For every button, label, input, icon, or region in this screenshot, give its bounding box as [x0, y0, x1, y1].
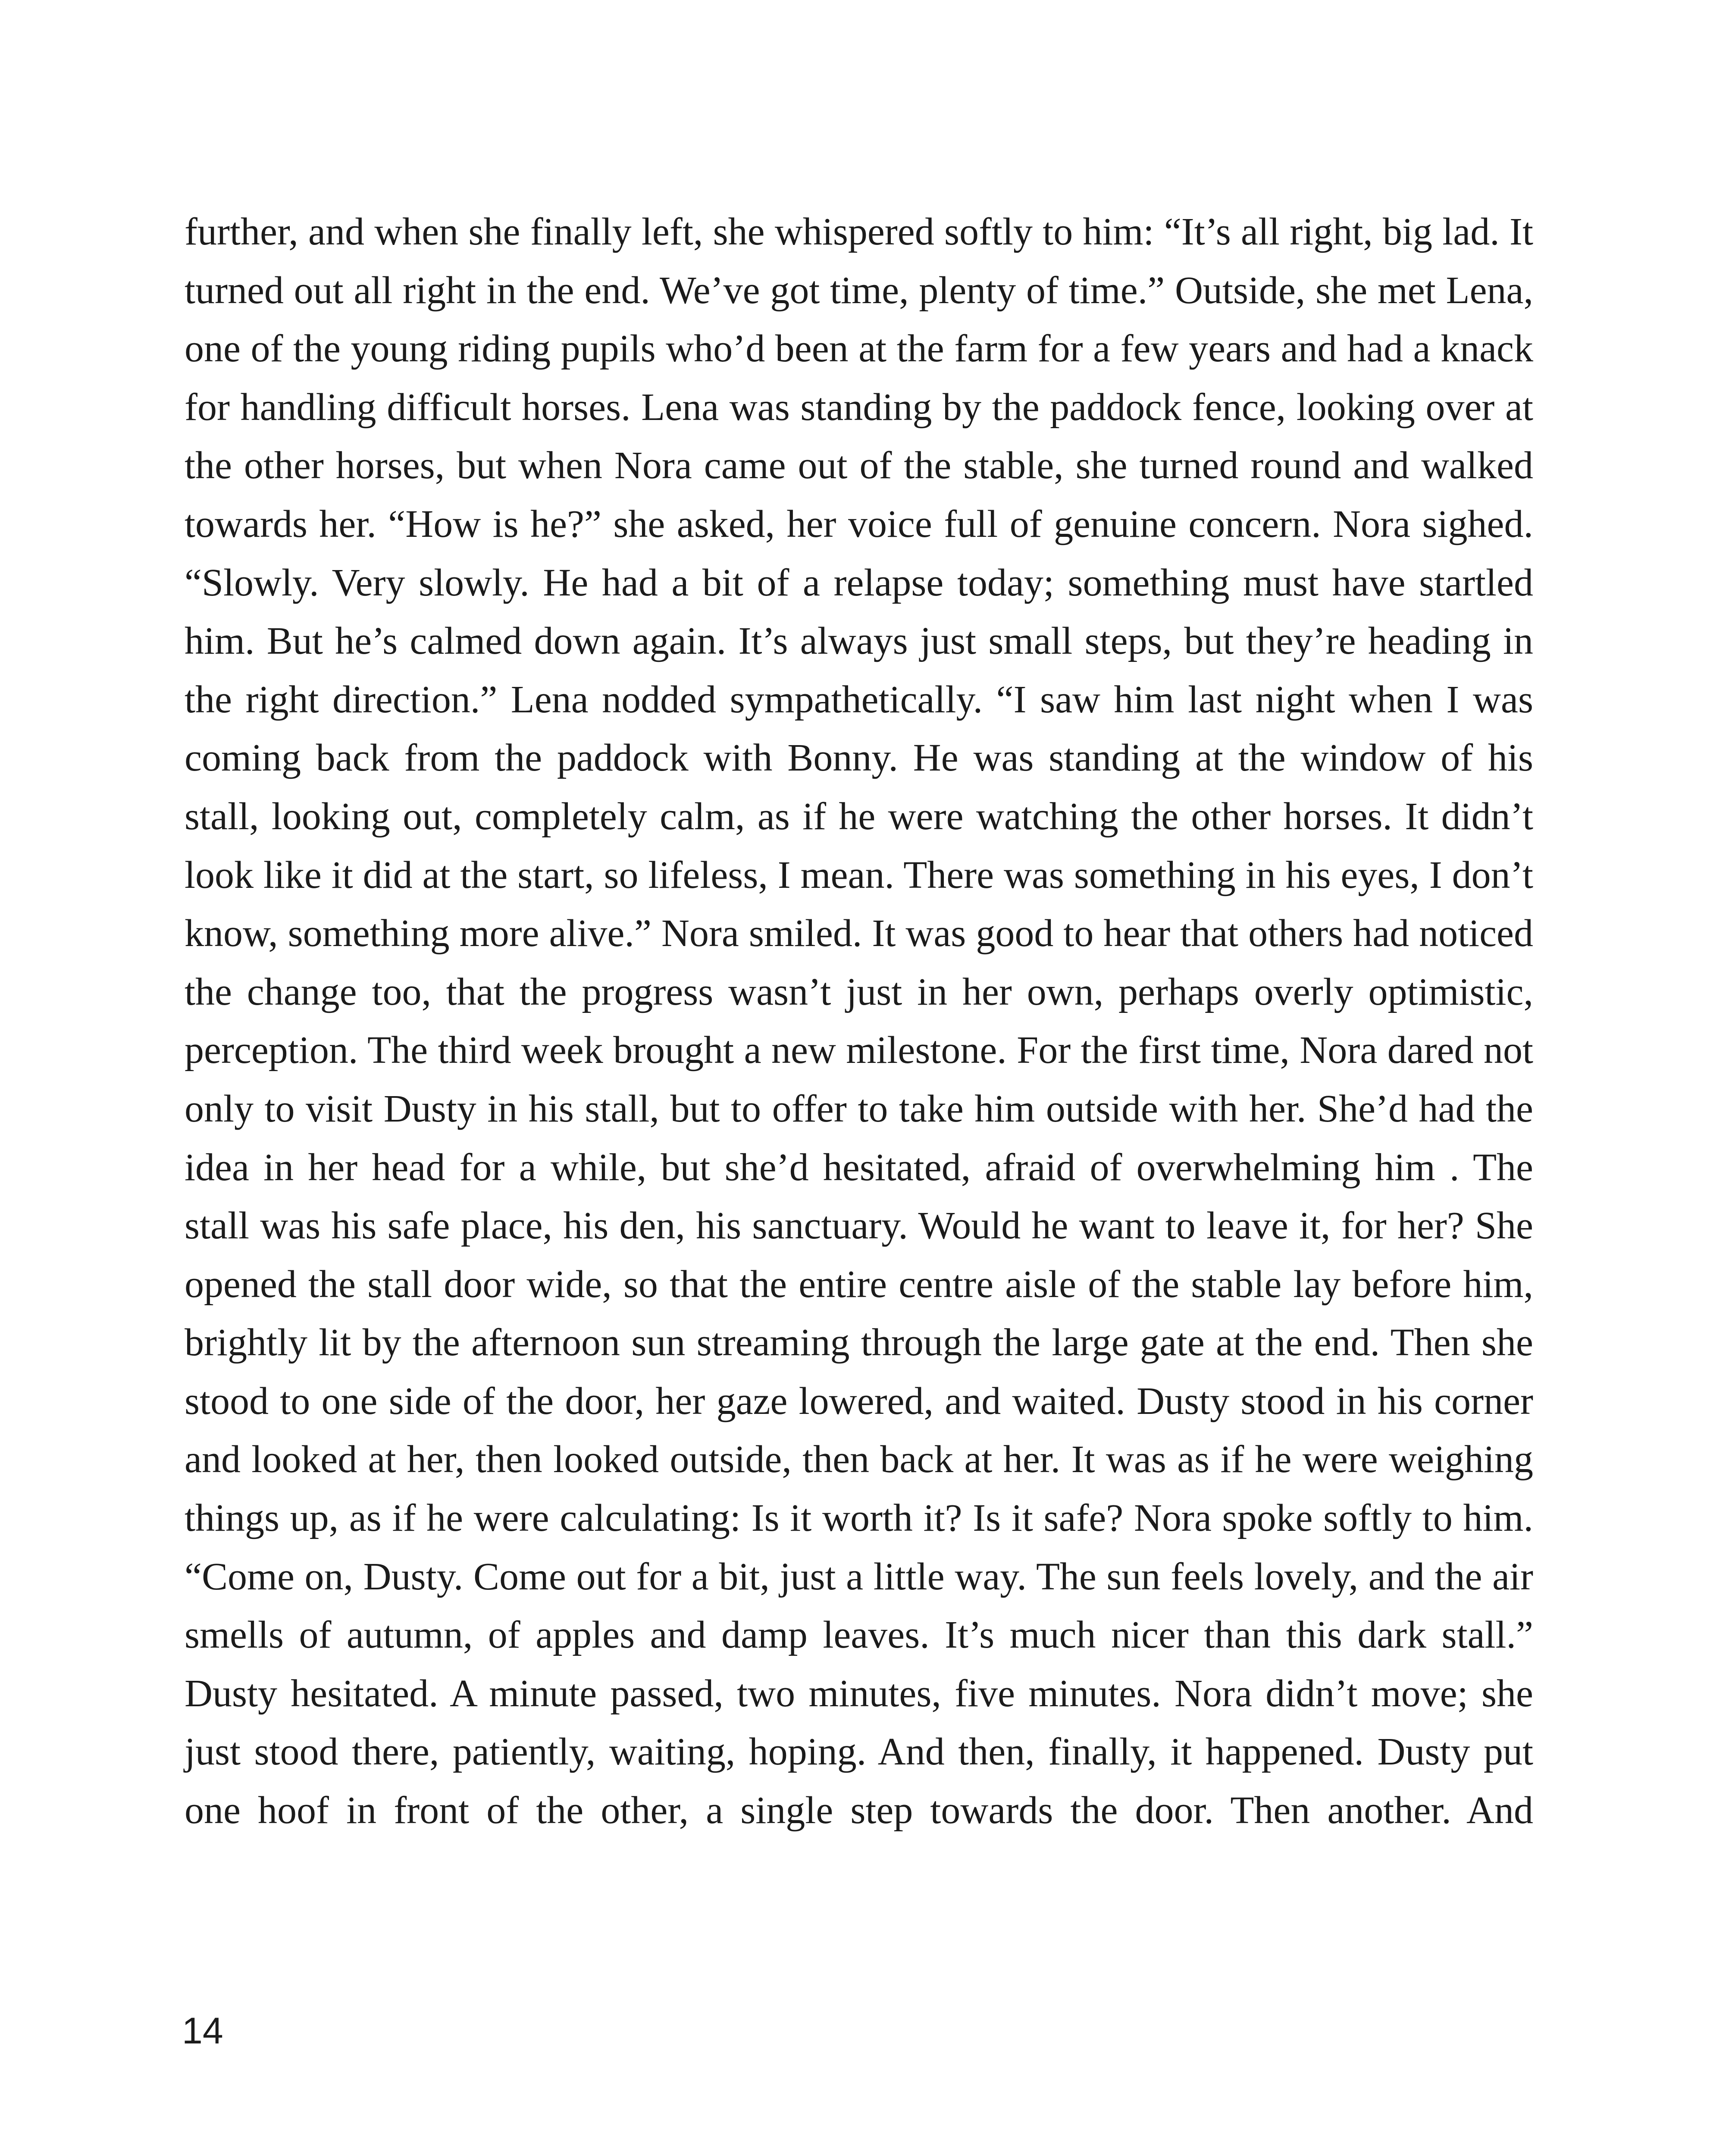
body-paragraph: further, and when she finally left, she whispered softly to him: “It’s all right, big lad. It turned out all right in the end. We’ve got time, plenty of time.” Outside, she met Lena, one of the young riding pupils who’d been at the farm for a few years and had a knack for handling difficult horses. Lena was standing by the paddock fence, looking over at the other horses, but when Nora came out of the stable, she turned round and walked towards her. “How is he?” she asked, her voice full of genuine concern. Nora sighed. “Slowly. Very slowly. He had a bit of a relapse today; something must have startled him. But he’s calmed down again. It’s always just small steps, but they’re heading in the right direction.” Lena nodded sympathetically. “I saw him last night when I was coming back from the paddock with Bonny. He was standing at the window of his stall, looking out, completely calm, as if he were watching the other horses. It didn’t look like it did at the start, so lifeless, I mean. There was something in his eyes, I don’t know, something more alive.” Nora smiled. It was good to hear that others had noticed the change too, that the progress wasn’t just in her own, perhaps overly optimistic, perception. The third week brought a new milestone. For the first time, Nora dared not only to visit Dusty in his stall, but to offer to take him outside with her. She’d had the idea in her head for a while, but she’d hesitated, afraid of overwhelming him . The stall was his safe place, his den, his sanctuary. Would he want to leave it, for her? She opened the stall door wide, so that the entire centre aisle of the stable lay before him, brightly lit by the afternoon sun streaming through the large gate at the end. Then she stood to one side of the door, her gaze lowered, and waited. Dusty stood in his corner and looked at her, then looked outside, then back at her. It was as if he were weighing things up, as if he were calculating: Is it worth it? Is it safe? Nora spoke softly to him. “Come on, Dusty. Come out for a bit, just a little way. The sun feels lovely, and the air smells of autumn, of apples and damp leaves. It’s much nicer than this dark stall.” Dusty hesitated. A minute passed, two minutes, five minutes. Nora didn’t move; she just stood there, patiently, waiting, hoping. And then, finally, it happened. Dusty put one hoof in front of the other, a single step towards the door. Then another. And [185, 210, 1533, 1832]
page-number: 14 [182, 2010, 223, 2052]
